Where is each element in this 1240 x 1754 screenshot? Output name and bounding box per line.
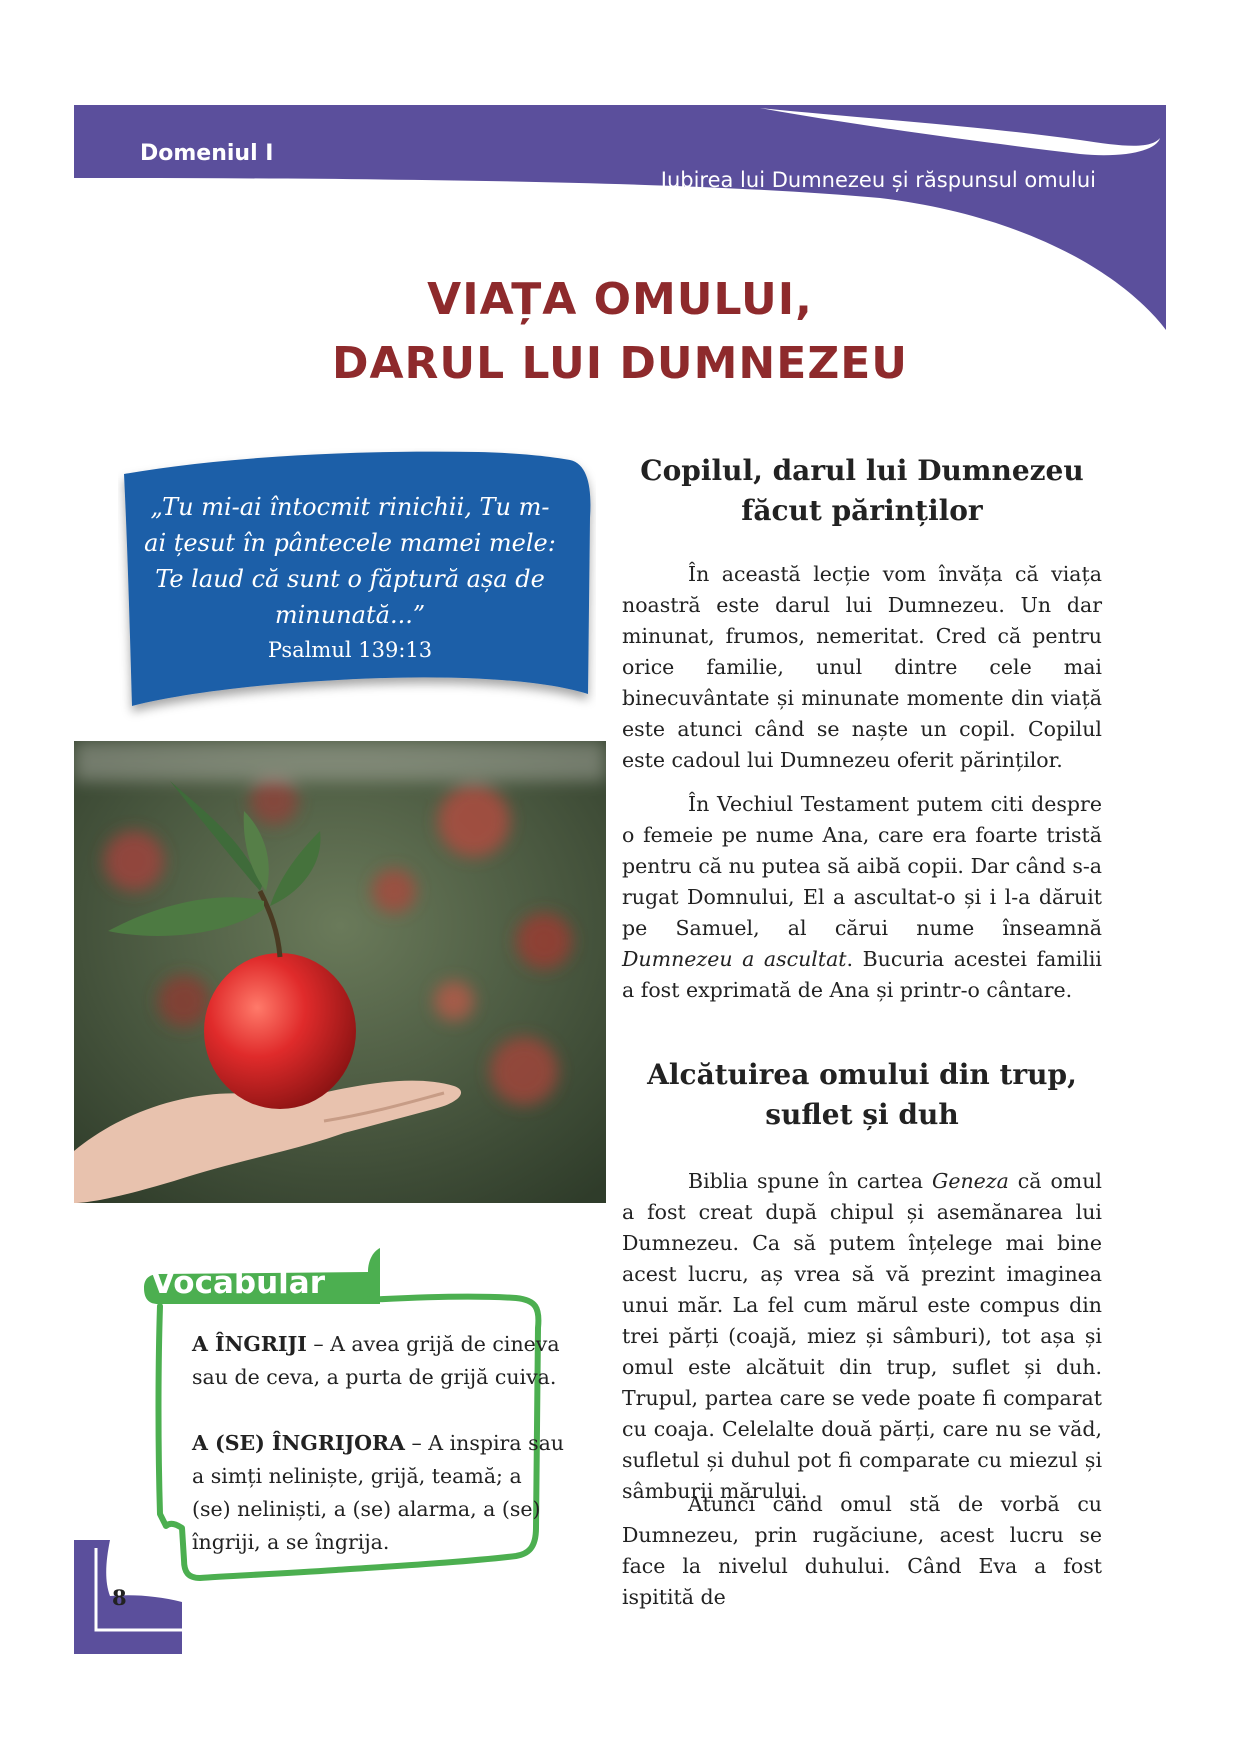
section-heading-2-line-1: Alcătuirea omului din trup,	[647, 1058, 1077, 1091]
section1-paragraph-1	[622, 559, 1102, 776]
vocabulary-entry	[192, 1427, 564, 1559]
quote-text: „Tu mi-ai întocmit rinichii, Tu m-ai țesut în pântecele mamei mele: Te laud că sunt o făptură așa de minunată...”	[144, 493, 556, 629]
vocabulary-definition: – A avea grijă de cineva sau de ceva, a purta de grijă cuiva.	[192, 1332, 560, 1389]
paragraph-text: . Bucuria acestei familii a fost exprimată de Ana și printr-o cântare.	[622, 947, 1102, 1002]
section-heading-1-line-1: Copilul, darul lui Dumnezeu	[640, 454, 1084, 487]
vocabulary-entry	[192, 1328, 564, 1394]
page-title	[230, 268, 1010, 396]
vocabulary-term: A (SE) ÎNGRIJORA	[192, 1431, 405, 1455]
paragraph-text: În Vechiul Testament putem citi despre o femeie pe nume Ana, care era foarte tristă pentru că nu putea să aibă copii. Dar când s-a rugat Domnului, El a ascultat-o și i l-a dăruit pe Samuel, al cărui nume înseamnă	[622, 792, 1102, 940]
vocabulary-term: A ÎNGRIJI	[192, 1332, 307, 1356]
paragraph-text: Biblia spune în cartea	[688, 1169, 932, 1193]
chapter-label: Iubirea lui Dumnezeu și răspunsul omului	[660, 168, 1096, 192]
section1-paragraph-2	[622, 789, 1102, 1006]
paragraph	[622, 1166, 1102, 1507]
page-title-line-1: VIAȚA OMULUI,	[427, 274, 813, 325]
page-title-line-2: DARUL LUI DUMNEZEU	[331, 338, 909, 389]
section-heading-2	[622, 1055, 1102, 1135]
section-heading-1	[622, 451, 1102, 531]
section-heading-2-line-2: suflet și duh	[765, 1098, 959, 1131]
vocabulary-definition: – A inspira sau a simți neliniște, grijă, teamă; a (se) neliniști, a (se) alarma, a (se) îngriji, a se îngrija.	[192, 1431, 565, 1554]
section-heading-1-text	[622, 451, 1102, 531]
quote-reference: Psalmul 139:13	[267, 638, 433, 662]
paragraph: În această lecție vom învăța că viața noastră este darul lui Dumnezeu. Un dar minunat, frumos, nemeritat. Cred că pentru orice familie, unul dintre cele mai binecuvântate și minunate momente din viață este atunci când se naște un copil. Copilul este cadoul lui Dumnezeu oferit părinților.	[622, 562, 1102, 772]
paragraph-emphasis: Geneza	[931, 1169, 1009, 1193]
paragraph: Atunci când omul stă de vorbă cu Dumnezeu, prin rugăciune, acest lucru se face la nivelul duhului. Când Eva a fost ispitită de	[622, 1492, 1102, 1609]
paragraph	[622, 789, 1102, 1006]
section2-paragraph-2	[622, 1489, 1102, 1613]
paragraph-text: că omul a fost creat după chipul și asemănarea lui Dumnezeu. Ca să putem înțelege mai bine acest lucru, aș vrea să vă prezint imaginea unui măr. La fel cum mărul este compus din trei părți (coajă, miez și sâmburi), tot așa și omul este alcătuit din trup, suflet și duh. Trupul, partea care se vede poate fi comparat cu coaja. Celelalte două părți, care nu se văd, sufletul și duhul pot fi comparate cu miezul și sâmburii mărului.	[622, 1169, 1102, 1503]
apple-in-hand-photo	[74, 741, 606, 1203]
domain-label: Domeniul I	[140, 141, 274, 166]
section-heading-2-text	[622, 1055, 1102, 1135]
vocabulary-list	[192, 1328, 564, 1592]
paragraph-emphasis: Dumnezeu a ascultat	[622, 947, 847, 971]
vocabulary-title: Vocabular	[151, 1265, 325, 1301]
section-heading-1-line-2: făcut părinților	[741, 494, 983, 527]
section2-paragraph-1	[622, 1166, 1102, 1507]
page-number: 8	[112, 1585, 127, 1610]
page-corner-decoration	[74, 1540, 182, 1654]
